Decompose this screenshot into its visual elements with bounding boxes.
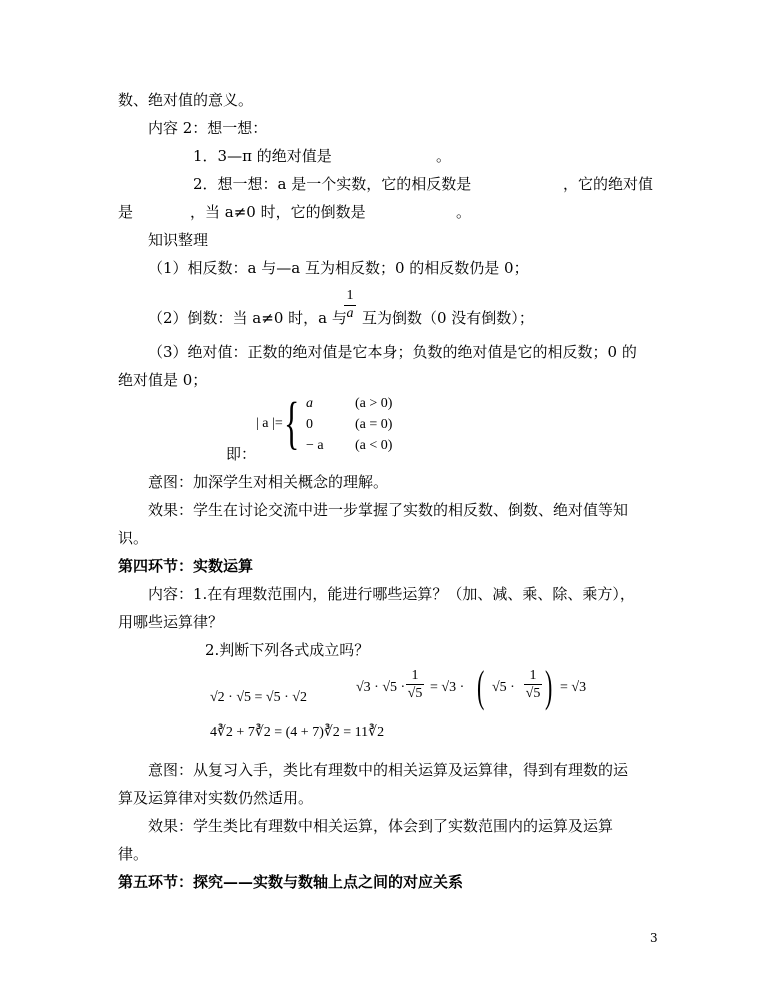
text-line: 即： bbox=[226, 445, 257, 463]
piecewise-condition: (a > 0) bbox=[355, 396, 393, 411]
formula-sqrt2-sqrt5: √2 · √5 = √5 · √2 bbox=[210, 690, 307, 705]
text-line: 。 bbox=[436, 147, 452, 165]
text-line: 数、绝对值的意义。 bbox=[118, 91, 254, 109]
text-line: 效果：学生类比有理数中相关运算，体会到了实数范围内的运算及运算 bbox=[148, 817, 614, 835]
text-line: 1．3—π 的绝对值是 bbox=[193, 147, 332, 165]
text-line: 内容 2：想一想： bbox=[148, 119, 268, 137]
fraction-denominator: a bbox=[346, 306, 354, 321]
piecewise-condition: (a = 0) bbox=[355, 417, 393, 432]
formula-part: = √3 · bbox=[430, 680, 465, 695]
text-line: 律。 bbox=[118, 845, 149, 863]
fraction-numerator: 1 bbox=[346, 288, 354, 303]
fraction-one-over-sqrt5 bbox=[404, 668, 426, 702]
text-line: 知识整理 bbox=[148, 231, 209, 249]
text-line: 识。 bbox=[118, 529, 149, 547]
section-heading: 第五环节：探究——实数与数轴上点之间的对应关系 bbox=[118, 873, 464, 891]
page-number: 3 bbox=[650, 931, 658, 945]
text-line: （3）绝对值：正数的绝对值是它本身；负数的绝对值是它的相反数；0 的 bbox=[148, 343, 637, 361]
text-line: 绝对值是 0； bbox=[118, 371, 208, 389]
text-line: 用哪些运算律？ bbox=[118, 613, 224, 631]
text-line: 互为倒数（0 没有倒数）； bbox=[362, 309, 534, 327]
piecewise-lhs: | a |= bbox=[256, 416, 283, 431]
piecewise-value: a bbox=[306, 396, 313, 411]
section-heading: 第四环节：实数运算 bbox=[118, 557, 254, 575]
text-line: 2.判断下列各式成立吗？ bbox=[205, 641, 370, 659]
formula-part: = √3 bbox=[560, 680, 587, 695]
text-line: 是 bbox=[118, 203, 134, 221]
fraction-denominator: √5 bbox=[525, 686, 541, 701]
text-line: 2．想一想：a 是一个实数，它的相反数是 bbox=[193, 175, 472, 193]
fraction-denominator: √5 bbox=[407, 686, 423, 701]
fraction-one-over-sqrt5 bbox=[522, 668, 544, 702]
text-line: 意图：加深学生对相关概念的理解。 bbox=[148, 473, 389, 491]
left-brace-icon: { bbox=[284, 390, 300, 455]
text-line: ，它的绝对值 bbox=[563, 175, 654, 193]
formula-part: √5 · bbox=[492, 680, 515, 695]
left-paren-icon: ( bbox=[477, 662, 485, 711]
formula-cube-roots: 4∛2 + 7∛2 = (4 + 7)∛2 = 11∛2 bbox=[210, 725, 385, 740]
piecewise-value: 0 bbox=[306, 417, 313, 432]
text-line: 效果：学生在讨论交流中进一步掌握了实数的相反数、倒数、绝对值等知 bbox=[148, 501, 629, 519]
piecewise-condition: (a < 0) bbox=[355, 438, 393, 453]
fraction-numerator: 1 bbox=[529, 668, 537, 683]
piecewise-value: − a bbox=[306, 438, 324, 453]
text-line: 意图：从复习入手，类比有理数中的相关运算及运算律，得到有理数的运 bbox=[148, 761, 629, 779]
right-paren-icon: ) bbox=[545, 662, 553, 711]
text-line: （2）倒数：当 a≠0 时，a 与 bbox=[148, 309, 347, 327]
formula-part: √3 · √5 · bbox=[356, 680, 406, 695]
fraction-numerator: 1 bbox=[411, 668, 419, 683]
text-line: ，当 a≠0 时，它的倒数是 bbox=[190, 203, 366, 221]
text-line: 。 bbox=[456, 203, 472, 221]
text-line: 内容：1.在有理数范围内，能进行哪些运算？（加、减、乘、除、乘方）， bbox=[148, 585, 635, 603]
text-line: 算及运算律对实数仍然适用。 bbox=[118, 789, 314, 807]
text-line: （1）相反数：a 与—a 互为相反数；0 的相反数仍是 0； bbox=[148, 259, 529, 277]
